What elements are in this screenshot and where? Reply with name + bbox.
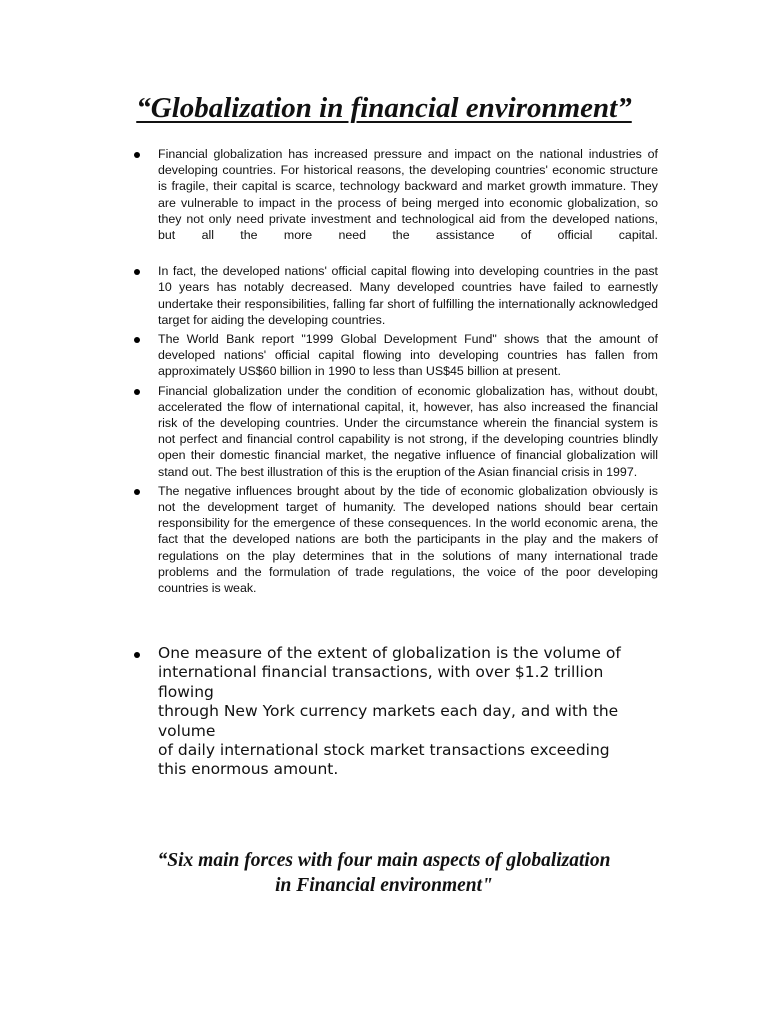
large-bullet-list <box>128 644 658 780</box>
bullet-dot-icon <box>134 337 140 343</box>
bullet-text: In fact, the developed nations' official capital flowing into developing countries in the past 10 years has notably decreased. Many developed countries have failed to earnestly undertake their responsibilities, falling far short of fulfilling the internationally acknowledged target for aiding the developing countries. <box>158 264 658 327</box>
bullet-dot-icon <box>134 489 140 495</box>
section-subtitle <box>0 848 768 898</box>
large-bullet-line: through New York currency markets each day, and with the <box>158 702 619 721</box>
bullet-item <box>128 263 658 328</box>
large-bullet-line: international financial transactions, with over $1.2 trillion <box>158 663 604 682</box>
subtitle-line: “Six main forces with four main aspects of globalization <box>157 850 611 871</box>
bullet-text: The World Bank report "1999 Global Development Fund" shows that the amount of developed nations' official capital flowing into developing countries has fallen from approximately US$60 billion in 1990 to less than US$45 billion at present. <box>158 332 658 379</box>
document-title: “Globalization in financial environment” <box>136 92 632 124</box>
large-bullet-line: volume <box>158 721 216 740</box>
bullet-dot-icon <box>134 652 140 658</box>
bullet-text: Financial globalization has increased pressure and impact on the national industries of developing countries. For historical reasons, the developing countries' economic structure is fragile, their capital is scarce, technology backward and market growth immature. They are vulnerable to impact in the process of being merged into economic globalization, so they not only need private investment and technological aid from the developed nations, but all the more need the assistance of official capital. <box>158 147 658 243</box>
bullet-dot-icon <box>134 389 140 395</box>
bullet-item <box>128 483 658 596</box>
bullet-item <box>128 331 658 380</box>
subtitle-line: in Financial environment" <box>275 875 493 896</box>
bullet-dot-icon <box>134 269 140 275</box>
bullet-text: The negative influences brought about by the tide of economic globalization obviously is not the development target of humanity. The developed nations should bear certain responsibility for the emergence of these consequences. In the world economic arena, the fact that the developed nations are both the participants in the play and the makers of regulations on the play determines that in the solutions of many international trade problems and the formulation of trade regulations, the voice of the poor developing countries is weak. <box>158 483 658 596</box>
bullet-text: Financial globalization under the condition of economic globalization has, without doubt, accelerated the flow of international capital, it, however, has also increased the financial risk of the developing countries. Under the circumstance wherein the financial system is not perfect and financial control capability is not strong, if the developing countries blindly open their domestic financial market, the negative influence of financial globalization will stand out. The best illustration of this is the eruption of the Asian financial crisis in 1997. <box>158 383 658 479</box>
large-bullet-item <box>128 644 658 780</box>
large-bullet-line: flowing <box>158 682 214 701</box>
bullet-dot-icon <box>134 152 140 158</box>
large-bullet-line: One measure of the extent of globalization is the volume of <box>158 644 621 662</box>
bullet-item <box>128 146 658 243</box>
bullet-item <box>128 383 658 480</box>
bullet-list <box>128 146 658 599</box>
large-bullet-line: of daily international stock market transactions exceeding <box>158 741 610 760</box>
large-bullet-line: this enormous amount. <box>158 760 339 779</box>
